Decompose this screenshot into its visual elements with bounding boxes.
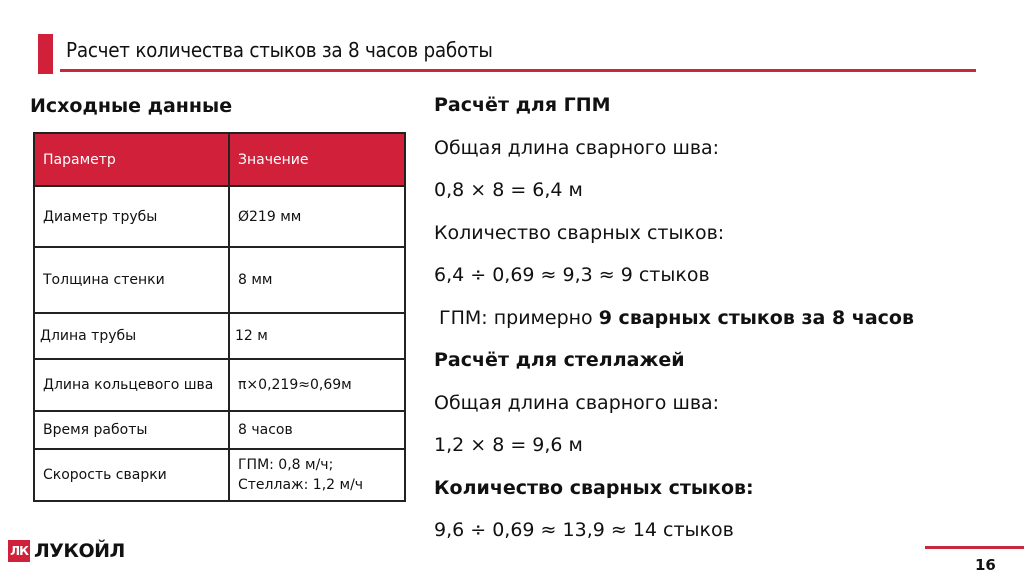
value-line-gpm: ГПМ: 0,8 м/ч; [238,457,334,473]
value-cell: Ø219 мм [229,186,405,247]
param-cell: Время работы [34,411,229,449]
table-row [34,359,405,411]
page-number: 16 [975,556,996,574]
table-header-row [34,133,405,186]
table-row [34,449,405,501]
slide-title: Расчет количества стыков за 8 часов работы [66,38,493,62]
value-cell: 8 часов [229,411,405,449]
gpm-summary-result: 9 сварных стыков за 8 часов [598,306,914,329]
param-cell: Скорость сварки [34,449,229,501]
gpm-summary [434,303,914,346]
table-row [34,313,405,359]
table-row [34,186,405,247]
param-cell: Диаметр трубы [34,186,229,247]
value-cell: π×0,219≈0,69м [229,359,405,411]
title-accent-bar [38,34,53,74]
title-underline [60,69,976,72]
footer-rule [925,546,1024,549]
value-cell: 12 м [229,313,405,359]
rack-heading: Расчёт для стеллажей [434,349,685,371]
gpm-count-label: Количество сварных стыков: [434,221,725,244]
rack-count-calc: 9,6 ÷ 0,69 ≈ 13,9 ≈ 14 стыков [434,519,734,541]
rack-count-label: Количество сварных стыков: [434,476,754,499]
column-header-value: Значение [229,133,405,186]
gpm-summary-prefix: ГПМ: примерно [439,306,599,329]
lukoil-logo-text: ЛУКОЙЛ [34,540,125,562]
parameters-table [33,132,406,502]
value-line-rack: Стеллаж: 1,2 м/ч [238,477,364,493]
param-cell: Толщина стенки [34,247,229,313]
gpm-heading: Расчёт для ГПМ [434,94,611,116]
value-cell [229,449,405,501]
param-cell: Длина трубы [34,313,229,359]
rack-length-label: Общая длина сварного шва: [434,391,720,414]
source-data-heading: Исходные данные [30,95,233,117]
gpm-length-calc: 0,8 × 8 = 6,4 м [434,179,583,201]
column-header-parameter: Параметр [34,133,229,186]
param-cell: Длина кольцевого шва [34,359,229,411]
value-cell: 8 мм [229,247,405,313]
table-row [34,247,405,313]
gpm-length-label: Общая длина сварного шва: [434,136,720,159]
lukoil-logo-icon: ЛК [8,540,30,562]
calculations-panel [434,90,914,558]
lukoil-logo [8,540,125,562]
gpm-count-calc: 6,4 ÷ 0,69 ≈ 9,3 ≈ 9 стыков [434,264,710,286]
rack-length-calc: 1,2 × 8 = 9,6 м [434,434,583,456]
table-row [34,411,405,449]
